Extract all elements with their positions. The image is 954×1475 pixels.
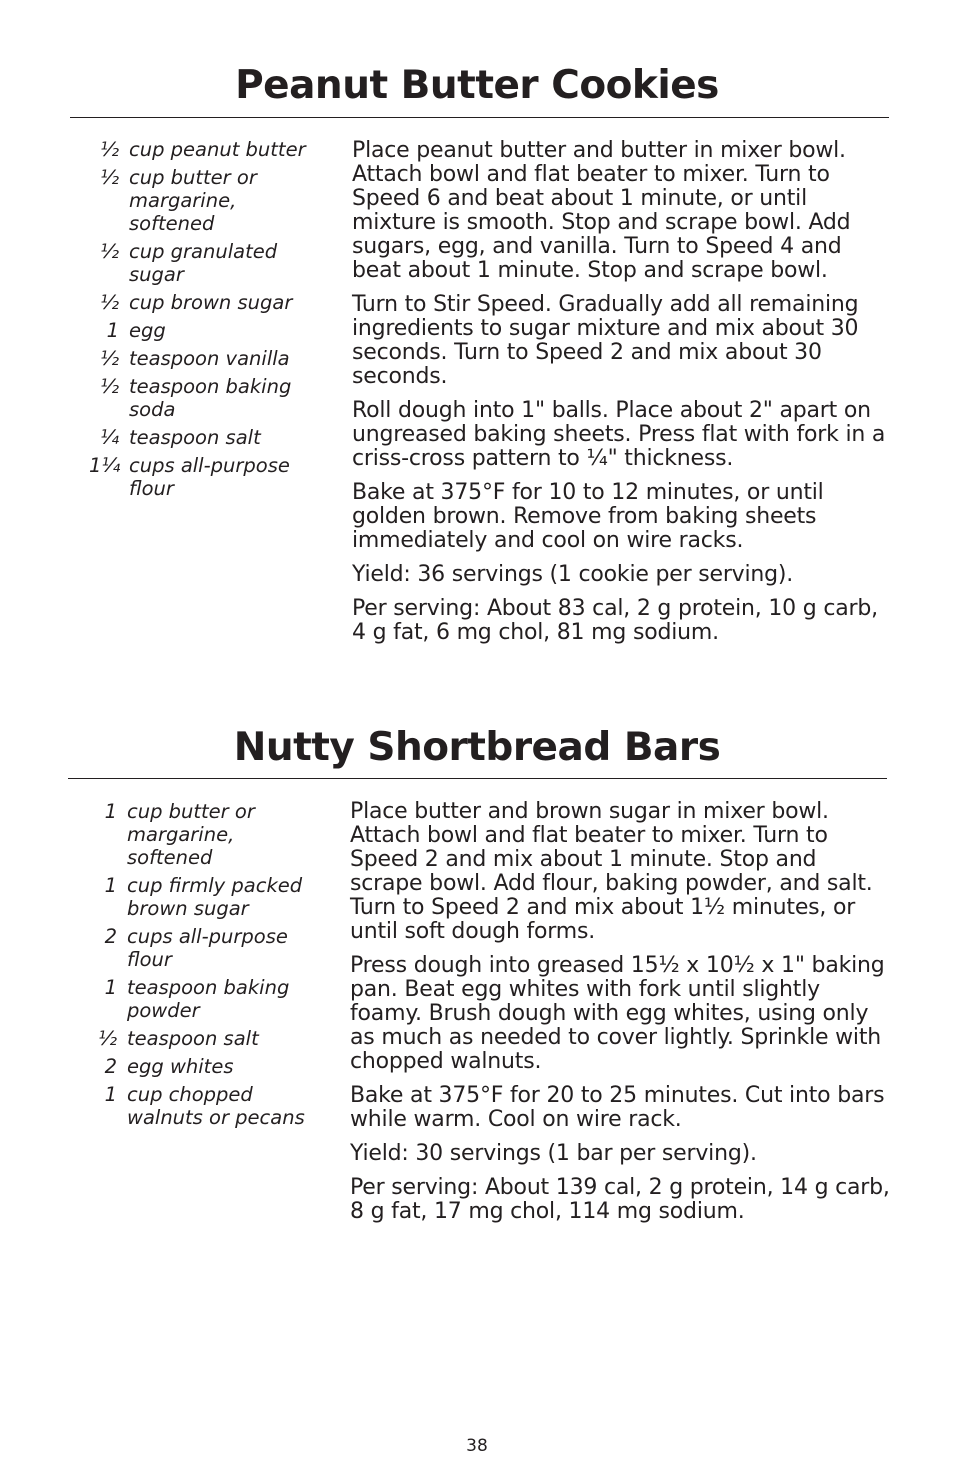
- recipe-title: Peanut Butter Cookies: [235, 63, 719, 108]
- direction-paragraph: Turn to Stir Speed. Gradually add all remaining ingredients to sugar mixture and mix about 30 seconds. Turn to Speed 2 and mix about 30 seconds.: [352, 292, 859, 389]
- ingredient-text: cup peanut butter: [129, 138, 306, 161]
- ingredient-item: [100, 138, 329, 161]
- ingredient-quantity: ½: [100, 138, 119, 161]
- ingredient-text: cup granulated sugar: [129, 240, 278, 286]
- nutrition-text: Per serving: About 139 cal, 2 g protein, 14 g carb, 8 g fat, 17 mg chol, 114 mg sodium.: [350, 1175, 890, 1224]
- ingredient-quantity: 2: [104, 1055, 117, 1078]
- ingredient-quantity: ½: [100, 166, 119, 189]
- ingredient-item: [104, 1055, 327, 1078]
- direction-paragraph: Bake at 375°F for 20 to 25 minutes. Cut into bars while warm. Cool on wire rack.: [350, 1083, 885, 1132]
- ingredient-text: cup chopped walnuts or pecans: [127, 1083, 305, 1129]
- ingredient-item: [104, 1083, 327, 1129]
- ingredient-text: cup firmly packed brown sugar: [127, 874, 303, 920]
- ingredient-item: [100, 426, 329, 449]
- direction-paragraph: Press dough into greased 15½ x 10½ x 1" baking pan. Beat egg whites with fork until slightly foamy. Brush dough with egg whites, using only as much as needed to cover lightly. Sprinkle with chopped walnuts.: [350, 953, 885, 1074]
- ingredient-item: [100, 240, 329, 286]
- directions: [350, 800, 895, 1234]
- ingredient-quantity: ¼: [100, 426, 119, 449]
- recipe-title: Nutty Shortbread Bars: [233, 725, 721, 770]
- ingredient-text: cup butter or margarine, softened: [129, 166, 257, 235]
- ingredient-item: [104, 800, 327, 869]
- ingredient-quantity: 1¼: [89, 454, 121, 477]
- ingredient-quantity: ½: [100, 240, 119, 263]
- page-number: 38: [466, 1436, 488, 1456]
- title-divider: [70, 117, 889, 118]
- ingredient-quantity: 1: [104, 976, 117, 999]
- ingredient-quantity: 1: [104, 800, 117, 823]
- ingredient-quantity: ½: [100, 375, 119, 398]
- ingredient-text: egg: [129, 319, 166, 342]
- ingredient-quantity: ½: [98, 1027, 117, 1050]
- ingredient-text: teaspoon salt: [127, 1027, 259, 1050]
- direction-paragraph: Place peanut butter and butter in mixer bowl. Attach bowl and flat beater to mixer. Turn to Speed 6 and beat about 1 minute, or until mixture is smooth. Stop and scrape bowl. Add sugars, egg, and vanilla. Turn to Speed 4 and beat about 1 minute. Stop and scrape bowl.: [352, 138, 851, 283]
- ingredient-quantity: 1: [104, 1083, 117, 1106]
- ingredient-quantity: ½: [100, 347, 119, 370]
- ingredient-item: [98, 1027, 327, 1050]
- ingredient-text: cup butter or margarine, softened: [127, 800, 255, 869]
- ingredient-text: egg whites: [127, 1055, 234, 1078]
- ingredient-text: teaspoon salt: [129, 426, 261, 449]
- title-divider: [68, 778, 887, 779]
- ingredient-text: cups all-purpose flour: [129, 454, 290, 500]
- ingredient-quantity: ½: [100, 291, 119, 314]
- ingredient-item: [100, 347, 329, 370]
- ingredient-item: [89, 454, 329, 500]
- ingredient-text: cup brown sugar: [129, 291, 293, 314]
- ingredient-list: [98, 800, 327, 1134]
- ingredient-quantity: 1: [106, 319, 119, 342]
- ingredient-text: teaspoon baking powder: [127, 976, 290, 1022]
- nutrition-text: Per serving: About 83 cal, 2 g protein, 10 g carb, 4 g fat, 6 mg chol, 81 mg sodium.: [352, 596, 878, 645]
- ingredient-item: [100, 291, 329, 314]
- direction-paragraph: Place butter and brown sugar in mixer bowl. Attach bowl and flat beater to mixer. Turn to Speed 2 and mix about 1 minute. Stop and scrape bowl. Add flour, baking powder, and salt. Turn to Speed 2 and mix about 1½ minutes, or until soft dough forms.: [350, 799, 873, 944]
- ingredient-quantity: 1: [104, 874, 117, 897]
- direction-paragraph: Bake at 375°F for 10 to 12 minutes, or until golden brown. Remove from baking sheets immediately and cool on wire racks.: [352, 480, 824, 553]
- ingredient-text: cups all-purpose flour: [127, 925, 288, 971]
- ingredient-item: [104, 976, 327, 1022]
- ingredient-item: [104, 874, 327, 920]
- direction-paragraph: Roll dough into 1" balls. Place about 2" apart on ungreased baking sheets. Press flat with fork in a criss-cross pattern to ¼" thickness.: [352, 398, 886, 471]
- ingredient-item: [100, 166, 329, 235]
- ingredient-list: [89, 138, 329, 505]
- yield-text: Yield: 36 servings (1 cookie per serving).: [352, 562, 794, 587]
- ingredient-item: [100, 375, 329, 421]
- ingredient-quantity: 2: [104, 925, 117, 948]
- ingredient-text: teaspoon vanilla: [129, 347, 290, 370]
- directions: [352, 139, 892, 655]
- ingredient-item: [104, 925, 327, 971]
- ingredient-text: teaspoon baking soda: [129, 375, 292, 421]
- yield-text: Yield: 30 servings (1 bar per serving).: [350, 1141, 757, 1166]
- ingredient-item: [106, 319, 329, 342]
